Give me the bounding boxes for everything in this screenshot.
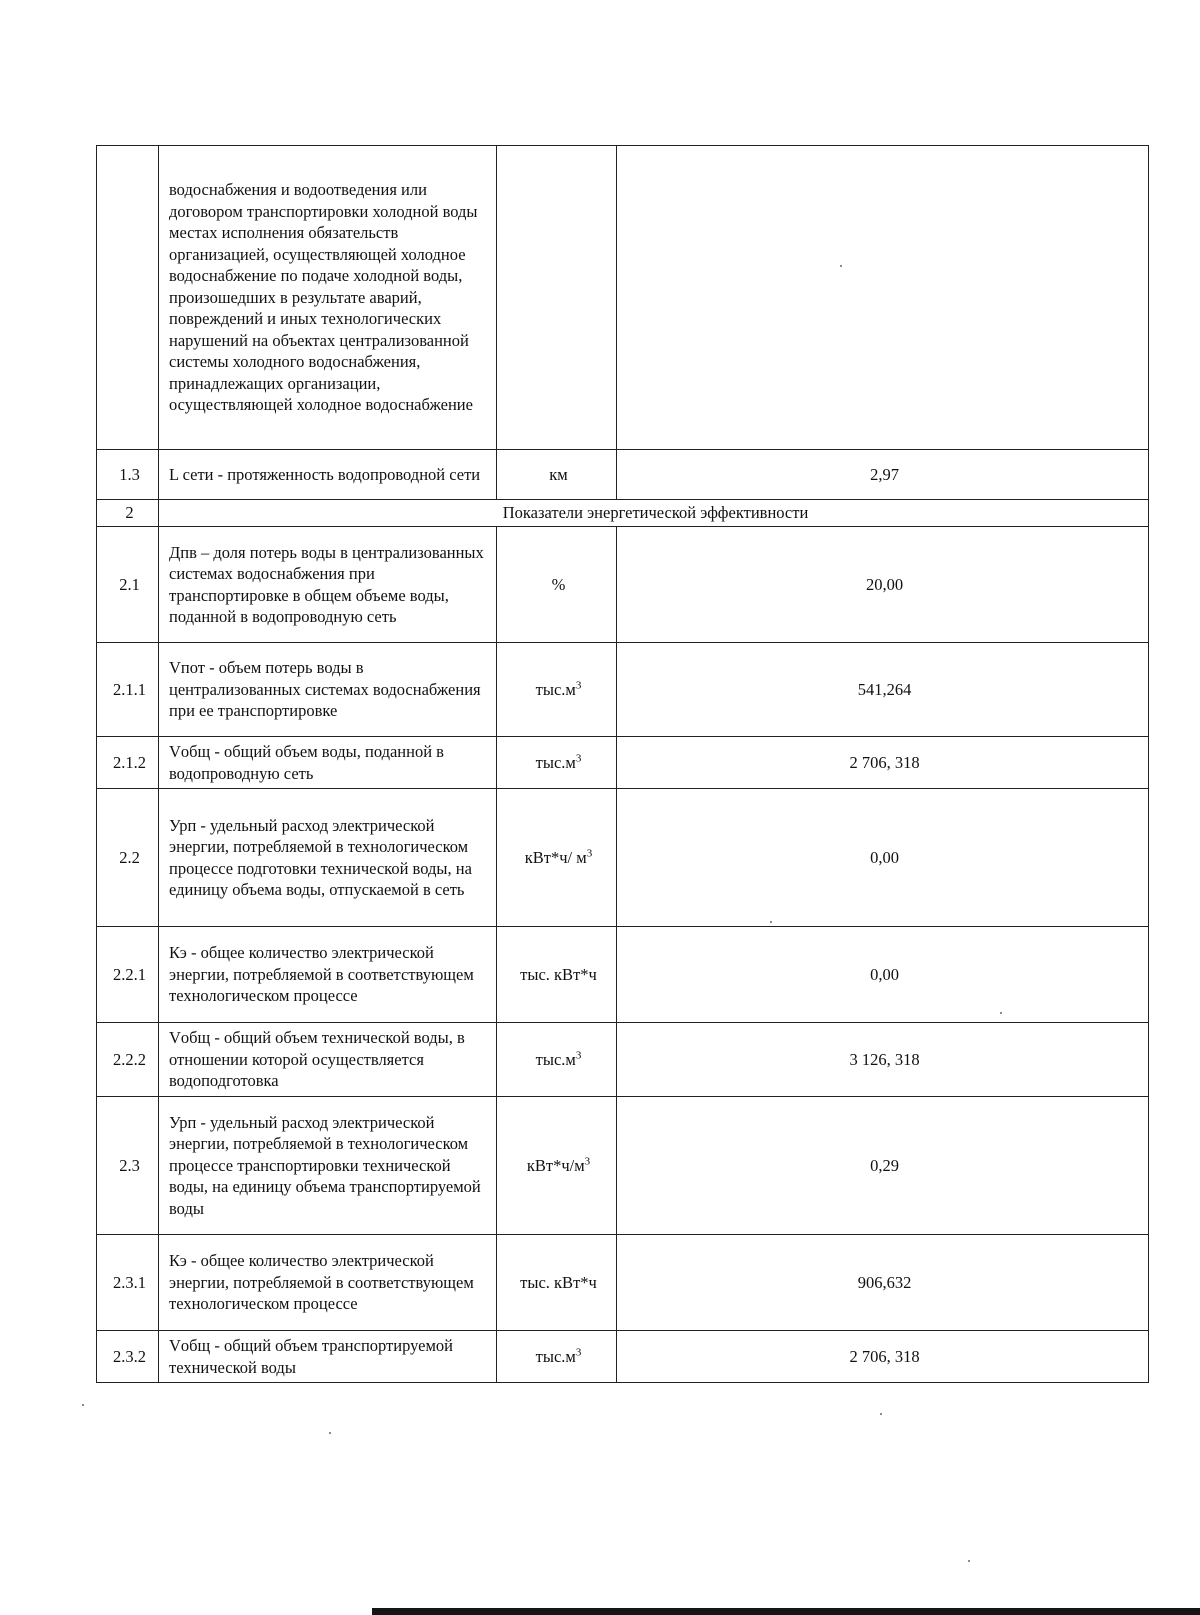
section-header-row bbox=[97, 500, 1149, 527]
table-row bbox=[97, 643, 1149, 737]
indicator-name: Vпот - объем потерь воды в централизованных системах водоснабжения при ее транспортировке bbox=[159, 643, 497, 737]
row-number: 2.3 bbox=[97, 1097, 159, 1235]
indicator-value: 541,264 bbox=[617, 643, 1149, 737]
indicator-value: 20,00 bbox=[617, 527, 1149, 643]
indicator-value: 2,97 bbox=[617, 450, 1149, 500]
indicator-name: Дпв – доля потерь воды в централизованных системах водоснабжения при транспортировке в общем объеме воды, поданной в водопроводную сеть bbox=[159, 527, 497, 643]
indicators-table bbox=[96, 145, 1149, 1383]
indicator-value: 0,00 bbox=[617, 927, 1149, 1023]
indicator-name: Урп - удельный расход электрической энергии, потребляемой в технологическом процессе подготовки технической воды, на единицу объема воды, отпускаемой в сеть bbox=[159, 789, 497, 927]
table-row bbox=[97, 1023, 1149, 1097]
indicator-value: 0,00 bbox=[617, 789, 1149, 927]
scan-speck bbox=[770, 921, 772, 923]
indicator-value: 2 706, 318 bbox=[617, 1331, 1149, 1383]
row-number: 2.2.2 bbox=[97, 1023, 159, 1097]
indicator-value: 906,632 bbox=[617, 1235, 1149, 1331]
scan-speck bbox=[329, 1432, 331, 1434]
row-number: 2.2.1 bbox=[97, 927, 159, 1023]
indicator-name: Кэ - общее количество электрической энергии, потребляемой в соответствующем технологическом процессе bbox=[159, 927, 497, 1023]
unit-cell bbox=[497, 927, 617, 1023]
unit-text: тыс.м bbox=[535, 1049, 576, 1069]
unit-superscript: 3 bbox=[584, 1155, 591, 1168]
scan-speck bbox=[840, 265, 842, 267]
indicator-name: L сети - протяженность водопроводной сети bbox=[159, 450, 497, 500]
table-row bbox=[97, 450, 1149, 500]
unit-text: тыс. кВт*ч bbox=[520, 964, 597, 984]
indicator-name: Vобщ - общий объем транспортируемой технической воды bbox=[159, 1331, 497, 1383]
table-row bbox=[97, 1235, 1149, 1331]
unit-cell bbox=[497, 146, 617, 450]
row-number bbox=[97, 146, 159, 450]
section-number: 2 bbox=[97, 500, 159, 527]
indicator-value bbox=[617, 146, 1149, 450]
unit-cell bbox=[497, 1235, 617, 1331]
table-row bbox=[97, 789, 1149, 927]
unit-cell bbox=[497, 1097, 617, 1235]
unit-text: тыс.м bbox=[535, 1346, 576, 1366]
scan-speck bbox=[82, 1404, 84, 1406]
unit-superscript: 3 bbox=[575, 1346, 582, 1359]
unit-cell bbox=[497, 737, 617, 789]
row-number: 2.1.1 bbox=[97, 643, 159, 737]
scan-edge-bar bbox=[372, 1608, 1200, 1615]
indicator-name: Урп - удельный расход электрической энергии, потребляемой в технологическом процессе транспортировки технической воды, на единицу объема транспортируемой воды bbox=[159, 1097, 497, 1235]
unit-cell bbox=[497, 1331, 617, 1383]
unit-cell bbox=[497, 450, 617, 500]
unit-text: тыс.м bbox=[535, 679, 576, 699]
row-number: 2.1 bbox=[97, 527, 159, 643]
scan-speck bbox=[968, 1560, 970, 1562]
unit-cell bbox=[497, 789, 617, 927]
indicator-name: Vобщ - общий объем воды, поданной в водопроводную сеть bbox=[159, 737, 497, 789]
indicator-value: 3 126, 318 bbox=[617, 1023, 1149, 1097]
indicator-value: 0,29 bbox=[617, 1097, 1149, 1235]
table-row bbox=[97, 1331, 1149, 1383]
indicator-name: водоснабжения и водоотведения или договором транспортировки холодной воды местах исполнения обязательств организацией, осуществляющей холодное водоснабжение по подаче холодной воды, произошедших в результате аварий, повреждений и иных технологических нарушений на объектах централизованной системы холодного водоснабжения, принадлежащих организации, осуществляющей холодное водоснабжение bbox=[159, 146, 497, 450]
table-row bbox=[97, 927, 1149, 1023]
unit-superscript: 3 bbox=[575, 679, 582, 692]
indicator-value: 2 706, 318 bbox=[617, 737, 1149, 789]
indicator-name: Кэ - общее количество электрической энергии, потребляемой в соответствующем технологическом процессе bbox=[159, 1235, 497, 1331]
table-row bbox=[97, 527, 1149, 643]
unit-text: кВт*ч/ м bbox=[524, 847, 587, 867]
row-number: 2.3.1 bbox=[97, 1235, 159, 1331]
scan-speck bbox=[1000, 1012, 1002, 1014]
table-row bbox=[97, 146, 1149, 450]
row-number: 2.1.2 bbox=[97, 737, 159, 789]
unit-cell bbox=[497, 527, 617, 643]
unit-text: тыс. кВт*ч bbox=[520, 1272, 597, 1292]
unit-superscript: 3 bbox=[575, 1049, 582, 1062]
unit-cell bbox=[497, 1023, 617, 1097]
unit-text: тыс.м bbox=[535, 752, 576, 772]
section-title: Показатели энергетической эффективности bbox=[159, 500, 1149, 527]
unit-text: км bbox=[549, 464, 568, 484]
row-number: 2.2 bbox=[97, 789, 159, 927]
unit-superscript: 3 bbox=[575, 752, 582, 765]
row-number: 2.3.2 bbox=[97, 1331, 159, 1383]
unit-superscript: 3 bbox=[586, 847, 593, 860]
unit-text: % bbox=[551, 574, 566, 594]
indicator-name: Vобщ - общий объем технической воды, в отношении которой осуществляется водоподготовка bbox=[159, 1023, 497, 1097]
unit-cell bbox=[497, 643, 617, 737]
table-row bbox=[97, 1097, 1149, 1235]
table-row bbox=[97, 737, 1149, 789]
scan-speck bbox=[880, 1413, 882, 1415]
row-number: 1.3 bbox=[97, 450, 159, 500]
unit-text: кВт*ч/м bbox=[526, 1155, 585, 1175]
